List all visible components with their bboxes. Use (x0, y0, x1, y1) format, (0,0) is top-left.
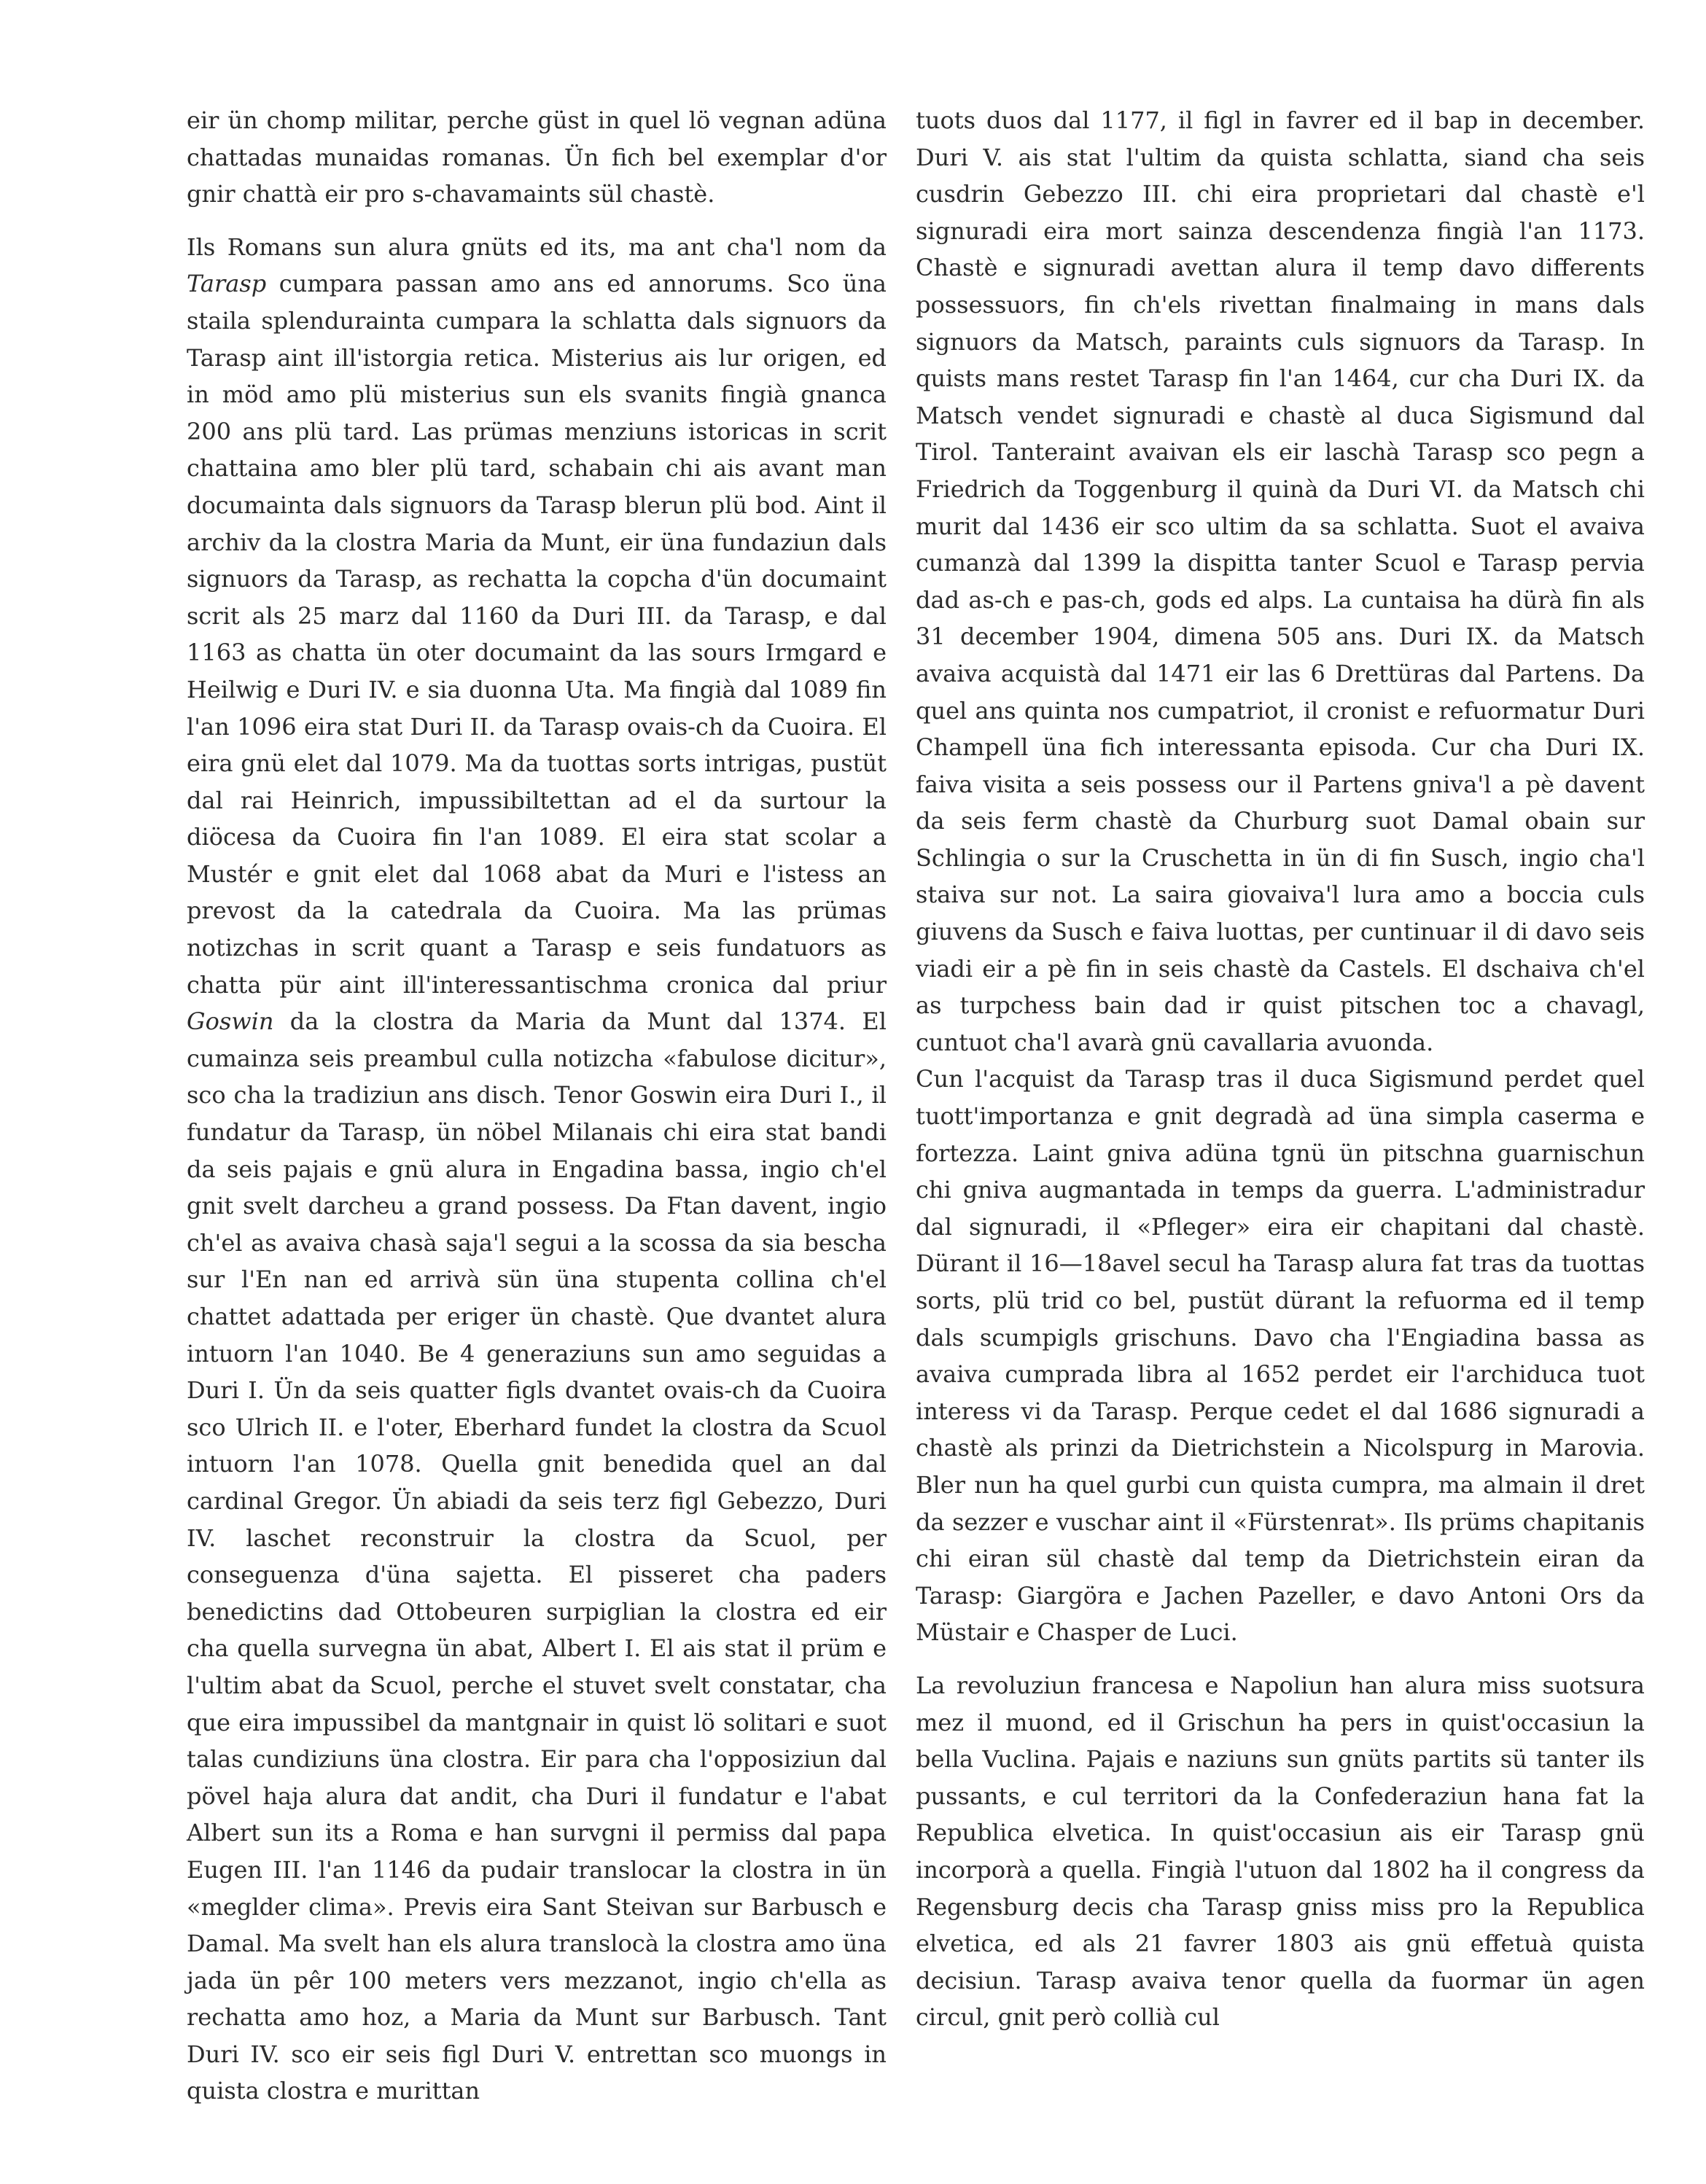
text-run: Ils Romans sun alura gnüts ed its, ma ant cha'l nom da (187, 233, 887, 261)
paragraph: tuots duos dal 1177, il figl in favrer ed il bap in december. Duri V. ais stat l'ultim da quista schlatta, siand cha seis cusdrin Gebezzo III. chi eira proprietari dal chastè e'l signuradi eira mort sainza descendenza fingià l'an 1173. Chastè e signuradi avettan alura il temp davo differents possessuors, fin ch'els rivettan finalmaing in mans dals signuors da Matsch, paraints culs signuors da Tarasp. In quists mans restet Tarasp fin l'an 1464, cur cha Duri IX. da Matsch vendet signuradi e chastè al duca Sigismund dal Tirol. Tanteraint avaivan els eir laschà Tarasp sco pegn a Friedrich da Toggenburg il quinà da Duri VI. da Matsch chi murit dal 1436 eir sco ultim da sa schlatta. Suot el avaiva cumanzà dal 1399 la dispitta tanter Scuol e Tarasp pervia dad as-ch e pas-ch, gods ed alps. La cuntaisa ha dürà fin als 31 december 1904, dimena 505 ans. Duri IX. da Matsch avaiva acquistà dal 1471 eir las 6 Drettüras dal Partens. Da quel ans quinta nos cumpatriot, il cronist e refuormatur Duri Champell üna fich interessanta episoda. Cur cha Duri IX. faiva visita a seis possess our il Partens gniva'l a pè davent da seis ferm chastè da Churburg suot Damal obain sur Schlingia o sur la Cruschetta in ün di fin Susch, ingio cha'l staiva sur not. La saira giovaiva'l lura amo a boccia culs giuvens da Susch e faiva luottas, per cuntinuar il di davo seis viadi eir a pè fin in seis chastè da Castels. El dschaiva ch'el as turpchess bain dad ir quist pitschen toc a chavagl, cuntuot cha'l avarà gnü cavallaria avuonda. (916, 106, 1645, 1056)
left-column (187, 102, 887, 2110)
paragraph: eir ün chomp militar, perche güst in quel lö vegnan adüna chattadas munaidas romanas. Ün fich bel exemplar d'or gnir chattà eir pro s-chavamaints sül chastè. (187, 106, 887, 208)
text-run: da la clostra da Maria da Munt dal 1374. El cumainza seis preambul culla notizcha «fabulose dicitur», sco cha la tradiziun ans disch. Tenor Goswin eira Duri I., il fundatur da Tarasp, ün nöbel Milanais chi eira stat bandi da seis pajais e gnü alura in Engadina bassa, ingio ch'el gnit svelt darcheu a grand possess. Da Ftan davent, ingio ch'el as avaiva chasà saja'l segui a la scossa da sia bescha sur l'En nan ed arrivà sün üna stupenta collina ch'el chattet adattada per eriger ün chastè. Que dvantet alura intuorn l'an 1040. Be 4 generaziuns sun amo seguidas a Duri I. Ün da seis quatter figls dvantet ovais-ch da Cuoira sco Ulrich II. e l'oter, Eberhard fundet la clostra da Scuol intuorn l'an 1078. Quella gnit benedida quel an dal cardinal Gregor. Ün abiadi da seis terz figl Gebezzo, Duri IV. laschet reconstruir la clostra da Scuol, per conseguenza d'üna sajetta. El pisseret cha paders benedictins dad Ottobeuren surpiglian la clostra ed eir cha quella survegna ün abat, Albert I. El ais stat il prüm e l'ultim abat da Scuol, perche el stuvet svelt constatar, cha que eira impussibel da mantgnair in quist lö solitari e suot talas cundiziuns üna clostra. Eir para cha l'opposiziun dal pövel haja alura dat andit, cha Duri il fundatur e l'abat Albert sun its a Roma e han survgni il permiss dal papa Eugen III. l'an 1146 da pudair translocar la clostra in ün «meglder clima». Previs eira Sant Steivan sur Barbusch e Damal. Ma svelt han els alura translocà la clostra amo üna jada ün pêr 100 meters vers mezzanot, ingio ch'ella as rechatta amo hoz, a Maria da Munt sur Barbusch. Tant Duri IV. sco eir seis figl Duri V. entrettan sco muongs in quista clostra e murittan (187, 1007, 887, 2105)
paragraph: Cun l'acquist da Tarasp tras il duca Sigismund perdet quel tuott'importanza e gnit degradà ad üna simpla caserma e fortezza. Laint gniva adüna tgnü ün pitschna guarnischun chi gniva augmantada in temps da guerra. L'administradur dal signuradi, il «Pfleger» eira eir chapitani dal chastè. Dürant il 16—18avel secul ha Tarasp alura fat tras da tuottas sorts, plü trid co bel, pustüt dürant la refuorma ed il temp dals scumpigls grischuns. Davo cha l'Engiadina bassa as avaiva cumprada libra al 1652 perdet eir l'archiduca tuot interess vi da Tarasp. Perque cedet el dal 1686 signuradi a chastè als prinzi da Dietrichstein a Nicolspurg in Marovia. Bler nun ha quel gurbi cun quista cumpra, ma almain il dret da sezzer e vuschar aint il «Fürstenrat». Ils prüms chapitanis chi eiran sül chastè dal temp da Dietrichstein eiran da Tarasp: Giargöra e Jachen Pazeller, e davo Antoni Ors da Müstair e Chasper de Luci. (916, 1065, 1645, 1647)
paragraph: La revoluziun francesa e Napoliun han alura miss suotsura mez il muond, ed il Grischun ha pers in quist'occasiun la bella Vuclina. Pajais e naziuns sun gnüts partits sü tanter ils pussants, e cul territori da la Confederaziun hana fat la Republica elvetica. In quist'occasiun ais eir Tarasp gnü incorporà a quella. Fingià l'utuon dal 1802 ha il congress da Regensburg decis cha Tarasp gniss miss pro la Republica elvetica, ed als 21 favrer 1803 ais gnü effetuà quista decisiun. Tarasp avaiva tenor quella da fuormar ün agen circul, gnit però collià cul (916, 1671, 1645, 2032)
paragraph (187, 229, 887, 2110)
right-column (916, 102, 1645, 2036)
author-name-italic: Goswin (187, 1007, 274, 1036)
text-run: cumpara passan amo ans ed annorums. Sco üna staila splendurainta cumpara la schlatta dals signuors da Tarasp aint ill'istorgia retica. Misterius ais lur origen, ed in möd amo plü misterius sun els svanits fingià gnanca 200 ans plü tard. Las prümas menziuns istoricas in scrit chattaina amo bler plü tard, schabain chi ais avant man documainta dals signuors da Tarasp blerun plü bod. Aint il archiv da la clostra Maria da Munt, eir üna fundaziun dals signuors da Tarasp, as rechatta la copcha d'ün documaint scrit als 25 marz dal 1160 da Duri III. da Tarasp, e dal 1163 as chatta ün oter documaint da las sours Irmgard e Heilwig e Duri IV. e sia duonna Uta. Ma fingià dal 1089 fin l'an 1096 eira stat Duri II. da Tarasp ovais-ch da Cuoira. El eira gnü elet dal 1079. Ma da tuottas sorts intrigas, pustüt dal rai Heinrich, impussibiltettan ad el da surtour la diöcesa da Cuoira fin l'an 1089. El eira stat scolar a Mustér e gnit elet dal 1068 abat da Muri e l'istess an prevost da la catedrala da Cuoira. Ma las prümas notizchas in scrit quant a Tarasp e seis fundatuors as chatta pür aint ill'interessantischma cronica dal priur (187, 270, 887, 999)
place-name-italic: Tarasp (187, 270, 267, 298)
